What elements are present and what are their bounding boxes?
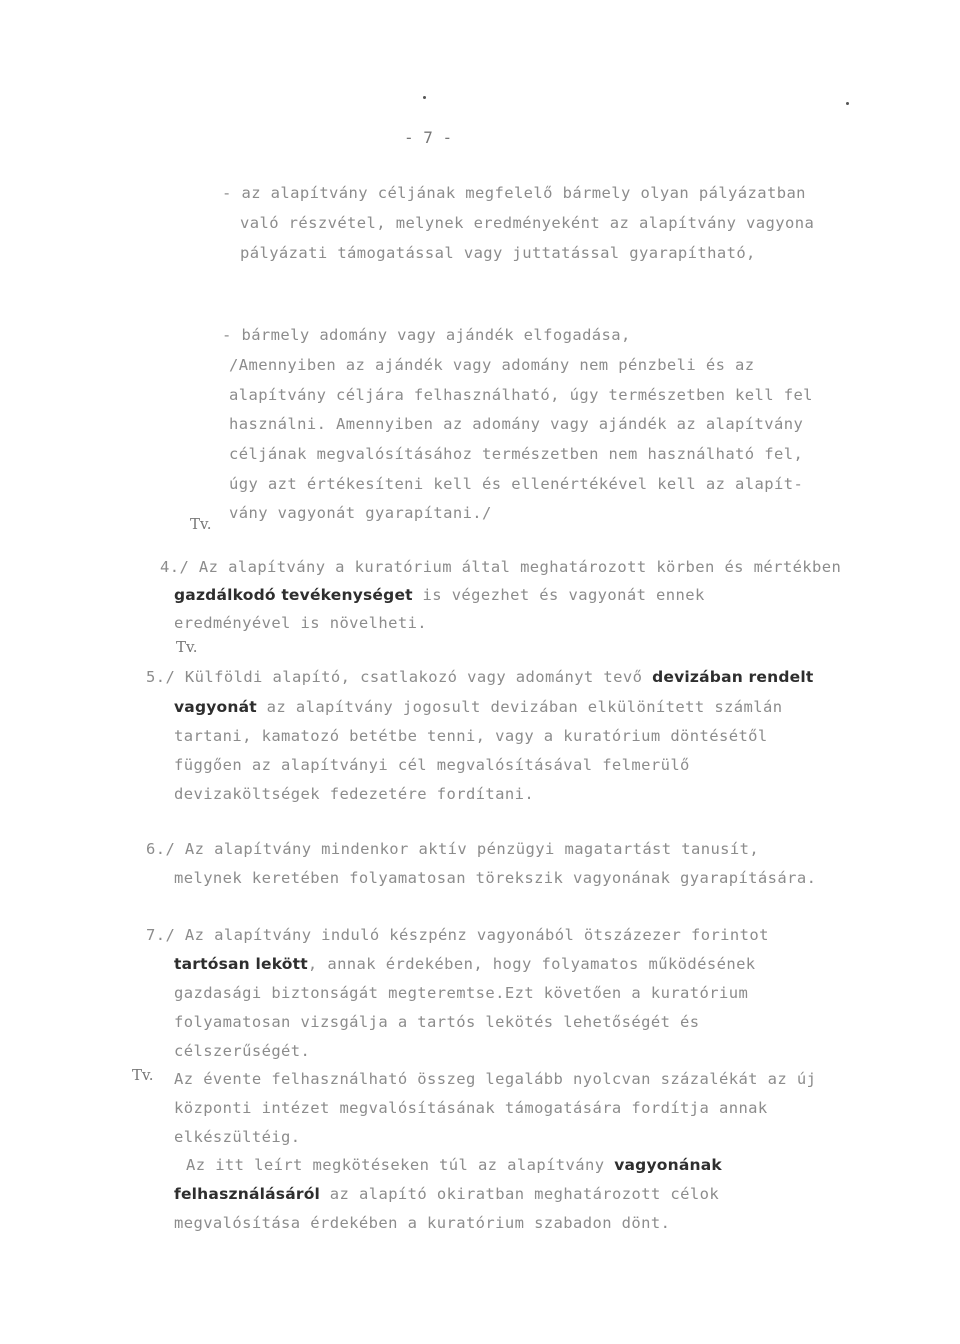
bold-phrase: felhasználásáról — [174, 1185, 321, 1203]
paragraph-line: függően az alapítványi cél megvalósításával felmerülő — [174, 756, 690, 774]
paragraph-line: 7./ Az alapítvány induló készpénz vagyonából ötszázezer forintot — [146, 926, 769, 944]
list-item-line: céljának megvalósításához természetben nem használható fel, — [229, 445, 804, 463]
bold-phrase: vagyonát — [174, 698, 257, 716]
list-item-line: /Amennyiben az ajándék vagy adomány nem pénzbeli és az — [229, 356, 755, 374]
text-span: , annak érdekében, hogy folyamatos működésének — [307, 955, 756, 973]
paragraph-line: melynek keretében folyamatosan törekszik vagyonának gyarapítására. — [174, 869, 817, 887]
paragraph-line: eredményével is növelheti. — [174, 614, 428, 632]
list-item-line: vány vagyonát gyarapítani./ — [229, 504, 492, 522]
paragraph-line: Az évente felhasználható összeg legalább nyolcvan százalékát az új — [174, 1070, 817, 1088]
list-item-line: pályázati támogatással vagy juttatással gyarapítható, — [240, 244, 756, 262]
margin-annotation: Tv. — [132, 1066, 154, 1084]
paragraph-line: 4./ Az alapítvány a kuratórium által meghatározott körben és mértékben — [160, 558, 842, 576]
margin-annotation: Tv. — [190, 515, 212, 533]
text-span: az alapító okiratban meghatározott célok — [320, 1185, 720, 1203]
text-span: 5./ Külföldi alapító, csatlakozó vagy adományt tevő — [146, 668, 653, 686]
paragraph-line: elkészültéig. — [174, 1128, 301, 1146]
list-item-line: úgy azt értékesíteni kell és ellenértékével kell az alapít- — [229, 475, 804, 493]
page-number: - 7 - — [404, 128, 453, 147]
paragraph-line: célszerűségét. — [174, 1042, 311, 1060]
scan-speck — [423, 96, 426, 99]
scan-speck — [846, 102, 849, 105]
bold-phrase: gazdálkodó tevékenységet — [174, 586, 413, 604]
paragraph-line — [174, 1183, 719, 1205]
bold-phrase: tartósan lekött — [174, 955, 308, 973]
paragraph-line: megvalósítása érdekében a kuratórium szabadon dönt. — [174, 1214, 671, 1232]
paragraph-line — [174, 584, 705, 606]
list-item-line: használni. Amennyiben az adomány vagy ajándék az alapítvány — [229, 415, 804, 433]
list-item-line: alapítvány céljára felhasználható, úgy természetben kell fel — [229, 386, 813, 404]
paragraph-line: 6./ Az alapítvány mindenkor aktív pénzügyi magatartást tanusít, — [146, 840, 760, 858]
text-span: is végezhet és vagyonát ennek — [412, 586, 705, 604]
list-item-line: - bármely adomány vagy ajándék elfogadása, — [222, 326, 631, 344]
paragraph-line — [186, 1154, 722, 1176]
paragraph-line — [174, 953, 756, 975]
list-item-line: - az alapítvány céljának megfelelő bármely olyan pályázatban — [222, 184, 806, 202]
paragraph-line — [146, 666, 813, 688]
bold-phrase: vagyonának — [614, 1156, 722, 1174]
text-span: az alapítvány jogosult devizában elkülönített számlán — [256, 698, 783, 716]
paragraph-line: gazdasági biztonságát megteremtse.Ezt követően a kuratórium — [174, 984, 749, 1002]
paragraph-line: tartani, kamatozó betétbe tenni, vagy a kuratórium döntésétől — [174, 727, 768, 745]
paragraph-line: folyamatosan vizsgálja a tartós lekötés lehetőségét és — [174, 1013, 700, 1031]
list-item-line: való részvétel, melynek eredményeként az alapítvány vagyona — [240, 214, 815, 232]
margin-annotation: Tv. — [176, 638, 198, 656]
bold-phrase: devizában rendelt — [652, 668, 814, 686]
text-span: Az itt leírt megkötéseken túl az alapítvány — [186, 1156, 615, 1174]
paragraph-line: devizaköltségek fedezetére fordítani. — [174, 785, 535, 803]
paragraph-line — [174, 696, 782, 718]
paragraph-line: központi intézet megvalósításának támogatására fordítja annak — [174, 1099, 768, 1117]
